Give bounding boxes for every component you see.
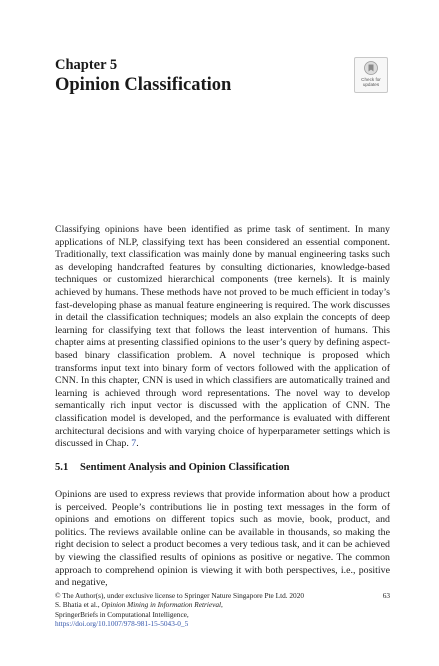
series-line: SpringerBriefs in Computational Intelligence, (55, 609, 189, 619)
book-title: Opinion Mining in Information Retrieval (101, 600, 221, 610)
citation-line (55, 600, 390, 609)
page-footer (55, 591, 390, 629)
bookmark-update-icon (364, 61, 378, 75)
abstract-paragraph (55, 224, 390, 450)
chapter-link[interactable]: 7 (131, 438, 137, 450)
citation-authors: S. Bhatia et al., (55, 600, 102, 610)
abstract-text: Classifying opinions have been identified as prime task of sentiment. In many applications of NLP, classifying text has been considered an essential component. Traditionally, text classification was mainly done by manual engineering tasks such as developing handcrafted features by consulting dictionaries, knowledge-based techniques or customized hierarchical components (tree kernels). It is mainly achieved by humans. These methods have not proved to be much efficient in today’s fast-developing phase as manual feature engineering is required. The work discusses in detail the classification techniques; models an also explain the concepts of deep learning for classifying text that follows the least intervention of humans. This chapter aims at presenting classified opinions to the user’s query by defining aspect-based binary classification problem. A novel technique is proposed which transforms input text into binary form of vectors followed with the application of CNN. In this chapter, CNN is used in which classifiers are automatically trained and learning is achieved through word representations. The novel way to develop semantically rich input vector is discussed with the application of CNN. The classification model is developed, and the performance is evaluated with different architectural decisions and with varying choice of hyperparameter settings which is discussed in Chap. (55, 224, 390, 450)
copyright-line: © The Author(s), under exclusive license to Springer Nature Singapore Pte Ltd. 2020 (55, 591, 304, 600)
section-number: 5.1 (55, 462, 69, 473)
section-paragraph: Opinions are used to express reviews that provide information about how a product is perceived. People’s contributions lie in posting text messages in the form of opinions and emotions on different topics such as movie, book, product, and politics. The reviews available online can be available in thousands, so making the right decision to select a product becomes a very tedious task, and it can be achieved by viewing the classified results of opinions as positive or negative. The common approach to comprehend opinion is viewing it with both perspectives, i.e., positive and negative, (55, 489, 390, 589)
chapter-title: Opinion Classification (55, 75, 232, 95)
section-heading (55, 461, 290, 474)
section-title: Sentiment Analysis and Opinion Classification (80, 462, 290, 473)
doi-link[interactable]: https://doi.org/10.1007/978-981-15-5043-0_5 (55, 619, 189, 629)
citation-comma: , (221, 600, 223, 610)
page-number: 63 (382, 591, 390, 600)
check-for-updates-badge[interactable] (354, 57, 388, 93)
badge-label: Check for updates (361, 77, 381, 87)
abstract-end: . (136, 438, 139, 450)
chapter-label: Chapter 5 (55, 57, 118, 73)
